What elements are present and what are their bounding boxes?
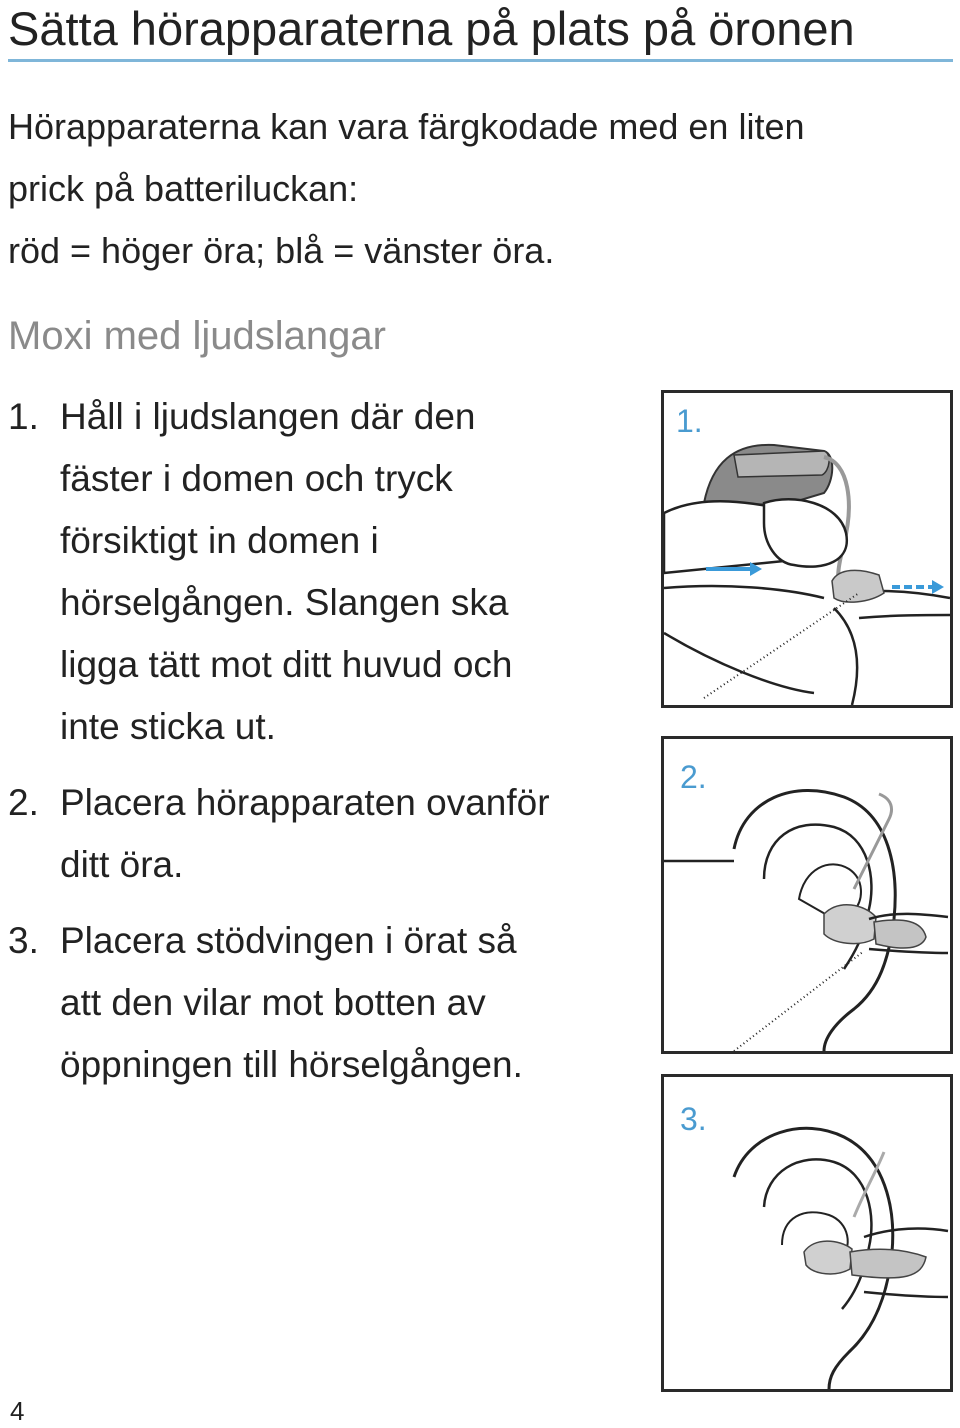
step-line: att den vilar mot botten av — [60, 982, 486, 1023]
figure-label: 1. — [676, 403, 703, 439]
step-line: Placera stödvingen i örat så — [60, 920, 517, 961]
figure-3 — [661, 1074, 953, 1392]
step-text — [60, 386, 660, 758]
ear-placement-illustration — [664, 739, 950, 1051]
intro-line: prick på batteriluckan: — [8, 168, 359, 209]
section-subheading: Moxi med ljudslangar — [8, 314, 386, 358]
step-line: ligga tätt mot ditt huvud och — [60, 644, 513, 685]
figure-1 — [661, 390, 953, 708]
step-line: ditt öra. — [60, 844, 184, 885]
step-text — [60, 772, 660, 896]
intro-paragraph — [8, 96, 938, 282]
step-line: öppningen till hörselgången. — [60, 1044, 523, 1085]
step-line: hörselgången. Slangen ska — [60, 582, 509, 623]
step-number: 1. — [8, 396, 39, 437]
step-line: Håll i ljudslangen där den — [60, 396, 476, 437]
figure-label: 3. — [680, 1101, 707, 1137]
intro-line: röd = höger öra; blå = vänster öra. — [8, 230, 555, 271]
retention-wing-illustration — [664, 1077, 950, 1389]
intro-line: Hörapparaterna kan vara färgkodade med en liten — [8, 106, 805, 147]
step-number: 3. — [8, 920, 39, 961]
step-line: Placera hörapparaten ovanför — [60, 782, 550, 823]
figure-label: 2. — [680, 759, 707, 795]
page-title: Sätta hörapparaterna på plats på öronen — [8, 0, 953, 62]
step-text — [60, 910, 660, 1096]
step-line: försiktigt in domen i — [60, 520, 379, 561]
page-number: 4 — [10, 1396, 25, 1426]
step-line: fäster i domen och tryck — [60, 458, 453, 499]
figure-2 — [661, 736, 953, 1054]
step-number: 2. — [8, 782, 39, 823]
ear-insertion-illustration — [664, 393, 950, 705]
step-line: inte sticka ut. — [60, 706, 276, 747]
